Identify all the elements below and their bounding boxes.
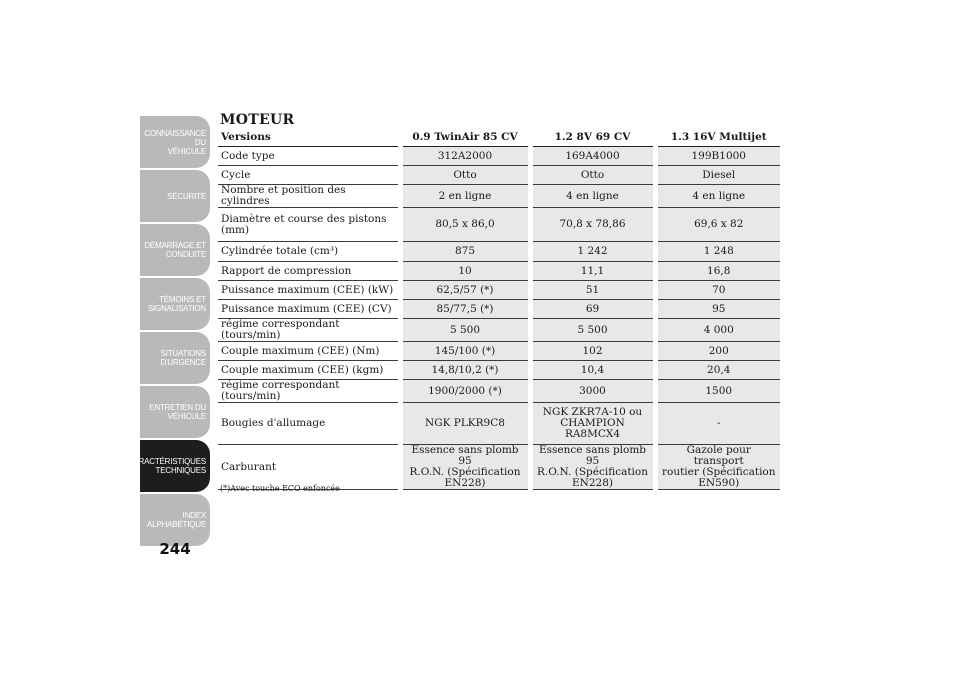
cell-value: NGK ZKR7A-10 ou CHAMPION RA8MCX4 <box>530 403 655 445</box>
cell-value: 3000 <box>530 380 655 403</box>
cell-value: 875 <box>400 242 530 262</box>
cell-value: 1 242 <box>530 242 655 262</box>
cell-value: 14,8/10,2 (*) <box>400 361 530 380</box>
row-label: Carburant <box>218 445 400 490</box>
cell-value: Otto <box>530 166 655 185</box>
table-row <box>218 342 780 361</box>
row-label: Nombre et position des cylindres <box>218 185 400 208</box>
cell-value: Diesel <box>655 166 780 185</box>
cell-value: NGK PLKR9C8 <box>400 403 530 445</box>
tab-temoins-et-signalisation[interactable]: TÉMOINS ET SIGNALISATION <box>140 278 210 330</box>
cell-value: 1 248 <box>655 242 780 262</box>
table-row <box>218 147 780 166</box>
cell-value: 2 en ligne <box>400 185 530 208</box>
cell-value: 10 <box>400 262 530 281</box>
cell-value: 169A4000 <box>530 147 655 166</box>
cell-value: 199B1000 <box>655 147 780 166</box>
table-row <box>218 300 780 319</box>
tab-entretien-du-vehicule[interactable]: ENTRETIEN DU VÉHICULE <box>140 386 210 438</box>
row-label: Diamètre et course des pistons (mm) <box>218 208 400 242</box>
row-label: régime correspondant (tours/min) <box>218 319 400 342</box>
cell-value: 312A2000 <box>400 147 530 166</box>
column-header: 1.3 16V Multijet <box>655 129 780 147</box>
cell-value: 5 500 <box>400 319 530 342</box>
cell-value: Otto <box>400 166 530 185</box>
cell-value: Gazole pour transport routier (Spécification EN590) <box>655 445 780 490</box>
tab-securite[interactable]: SÉCURITÉ <box>140 170 210 222</box>
cell-value: 69 <box>530 300 655 319</box>
cell-value: 70 <box>655 281 780 300</box>
cell-value: 4 en ligne <box>530 185 655 208</box>
cell-value: 69,6 x 82 <box>655 208 780 242</box>
table-row <box>218 185 780 208</box>
table-row <box>218 208 780 242</box>
tab-situations-d-urgence[interactable]: SITUATIONS D'URGENCE <box>140 332 210 384</box>
cell-value: 145/100 (*) <box>400 342 530 361</box>
cell-value: 80,5 x 86,0 <box>400 208 530 242</box>
cell-value: 200 <box>655 342 780 361</box>
table-row <box>218 242 780 262</box>
cell-value: 10,4 <box>530 361 655 380</box>
table-row <box>218 281 780 300</box>
cell-value: 20,4 <box>655 361 780 380</box>
cell-value: 4 000 <box>655 319 780 342</box>
page-number: 244 <box>159 540 191 558</box>
column-header: Versions <box>218 129 400 147</box>
cell-value: 4 en ligne <box>655 185 780 208</box>
table-row <box>218 445 780 490</box>
cell-value: 51 <box>530 281 655 300</box>
row-label: Rapport de compression <box>218 262 400 281</box>
row-label: Puissance maximum (CEE) (CV) <box>218 300 400 319</box>
engine-specs-table <box>218 129 780 490</box>
cell-value: 1900/2000 (*) <box>400 380 530 403</box>
cell-value: 85/77,5 (*) <box>400 300 530 319</box>
row-label: Couple maximum (CEE) (Nm) <box>218 342 400 361</box>
footnote: (*)Avec touche ECO enfoncée <box>220 484 340 493</box>
row-label: Couple maximum (CEE) (kgm) <box>218 361 400 380</box>
tab-connaissance-du-vehicule[interactable]: CONNAISSANCE DU VÉHICULE <box>140 116 210 168</box>
column-header: 1.2 8V 69 CV <box>530 129 655 147</box>
row-label: régime correspondant (tours/min) <box>218 380 400 403</box>
cell-value: 16,8 <box>655 262 780 281</box>
row-label: Code type <box>218 147 400 166</box>
cell-value: 5 500 <box>530 319 655 342</box>
table-row <box>218 262 780 281</box>
tab-index-alphabetique[interactable]: INDEX ALPHABÉTIQUE <box>140 494 210 546</box>
tab-demarrage-et-conduite[interactable]: DÉMARRAGE ET CONDUITE <box>140 224 210 276</box>
table-header-row <box>218 129 780 147</box>
cell-value: 62,5/57 (*) <box>400 281 530 300</box>
row-label: Bougies d'allumage <box>218 403 400 445</box>
cell-value: 95 <box>655 300 780 319</box>
row-label: Cycle <box>218 166 400 185</box>
table-row <box>218 319 780 342</box>
section-title: MOTEUR <box>220 112 295 128</box>
cell-value: 1500 <box>655 380 780 403</box>
row-label: Cylindrée totale (cm³) <box>218 242 400 262</box>
cell-value: Essence sans plomb 95 R.O.N. (Spécification EN228) <box>530 445 655 490</box>
table-row <box>218 166 780 185</box>
cell-value: 11,1 <box>530 262 655 281</box>
column-header: 0.9 TwinAir 85 CV <box>400 129 530 147</box>
tab-caracteristiques-techniques[interactable]: CARACTÉRISTIQUES TECHNIQUES <box>140 440 210 492</box>
cell-value: 102 <box>530 342 655 361</box>
cell-value: Essence sans plomb 95 R.O.N. (Spécification EN228) <box>400 445 530 490</box>
row-label: Puissance maximum (CEE) (kW) <box>218 281 400 300</box>
table-row <box>218 403 780 445</box>
table-row <box>218 361 780 380</box>
cell-value: 70,8 x 78,86 <box>530 208 655 242</box>
cell-value: - <box>655 403 780 445</box>
table-row <box>218 380 780 403</box>
